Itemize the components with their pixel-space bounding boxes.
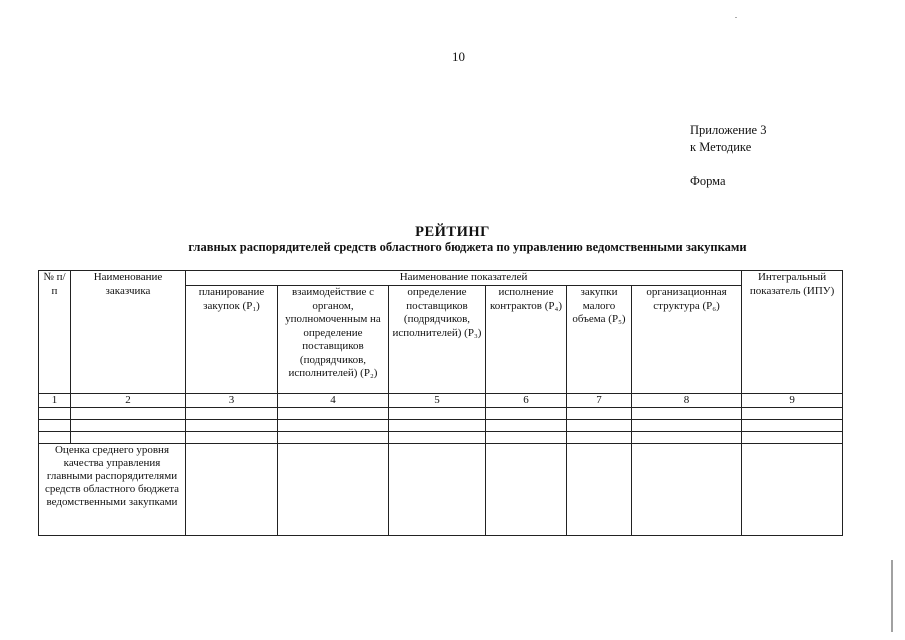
table-row bbox=[39, 420, 843, 432]
scan-speck bbox=[735, 17, 737, 18]
appendix-line-2: к Методике bbox=[690, 140, 752, 154]
table-row bbox=[39, 432, 843, 444]
header-indicator-p6: организационная структура (P₆) bbox=[632, 286, 742, 394]
evaluation-row bbox=[39, 444, 843, 536]
header-no: № п/п bbox=[39, 271, 71, 394]
page-number: 10 bbox=[452, 49, 465, 64]
header-integral: Интегральный показатель (ИПУ) bbox=[742, 271, 843, 394]
form-label: Форма bbox=[690, 174, 726, 188]
header-customer: Наименование заказчика bbox=[71, 271, 186, 394]
rating-table bbox=[38, 270, 843, 536]
document-title: РЕЙТИНГ bbox=[415, 224, 490, 240]
column-number: 4 bbox=[278, 394, 389, 408]
column-number: 3 bbox=[186, 394, 278, 408]
margin-mark bbox=[891, 560, 893, 632]
column-number: 7 bbox=[567, 394, 632, 408]
appendix-line-1: Приложение 3 bbox=[690, 123, 767, 137]
column-number: 9 bbox=[742, 394, 843, 408]
header-indicator-p1: планирование закупок (P₁) bbox=[186, 286, 278, 394]
table-row bbox=[39, 408, 843, 420]
column-number: 6 bbox=[486, 394, 567, 408]
document-subtitle: главных распорядителей средств областного бюджета по управлению ведомственными закупками bbox=[188, 240, 747, 254]
header-indicator-p5: закупки малого объема (P₅) bbox=[567, 286, 632, 394]
column-number: 2 bbox=[71, 394, 186, 408]
appendix-block bbox=[690, 122, 766, 190]
column-number: 5 bbox=[389, 394, 486, 408]
column-number: 1 bbox=[39, 394, 71, 408]
column-number: 8 bbox=[632, 394, 742, 408]
header-indicators: Наименование показателей bbox=[186, 271, 742, 286]
header-indicator-p2: взаимодействие с органом, уполномоченным на определение поставщиков (подрядчиков, исполнителей) (P₂) bbox=[278, 286, 389, 394]
header-indicator-p4: исполнение контрактов (P₄) bbox=[486, 286, 567, 394]
evaluation-row-label: Оценка среднего уровня качества управления главными распорядителями средств областного бюджета ведомственными закупками bbox=[39, 444, 186, 536]
header-indicator-p3: определение поставщиков (подрядчиков, исполнителей) (P₃) bbox=[389, 286, 486, 394]
